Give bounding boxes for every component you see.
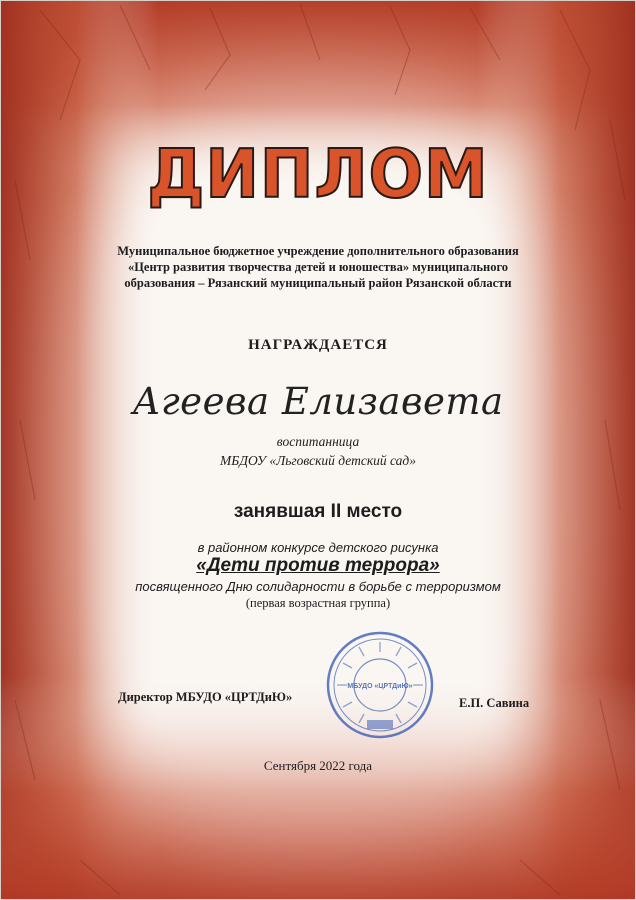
organization-line-3: образования – Рязанский муниципальный район Рязанской области xyxy=(124,276,512,290)
recipient-school: МБДОУ «Льговский детский сад» xyxy=(219,453,416,468)
recipient-name: Агеева Елизавета xyxy=(132,380,504,423)
issue-date: Сентября 2022 года xyxy=(263,758,373,773)
director-name: Е.П. Савина xyxy=(459,696,530,710)
recipient-role: воспитанница xyxy=(276,434,360,449)
awarded-label: НАГРАЖДАЕТСЯ xyxy=(248,337,388,353)
organization-line-1: Муниципальное бюджетное учреждение дополнительного образования xyxy=(117,244,519,258)
official-stamp xyxy=(325,630,435,740)
age-group: (первая возрастная группа) xyxy=(245,596,391,610)
organization-name xyxy=(80,243,556,291)
stamp-center-text: МБУДО «ЦРТДиЮ» xyxy=(347,683,413,690)
diploma-title: ДИПЛОМ xyxy=(147,136,489,214)
contest-intro: в районном конкурсе детского рисунка xyxy=(197,540,439,555)
contest-dedication: посвященного Дню солидарности в борьбе с терроризмом xyxy=(135,579,501,594)
achievement-place: занявшая II место xyxy=(233,501,403,522)
organization-line-2: «Центр развития творчества детей и юношества» муниципального xyxy=(127,260,509,274)
director-position: Директор МБУДО «ЦРТДиЮ» xyxy=(118,690,293,704)
contest-name: «Дети против террора» xyxy=(196,555,440,576)
